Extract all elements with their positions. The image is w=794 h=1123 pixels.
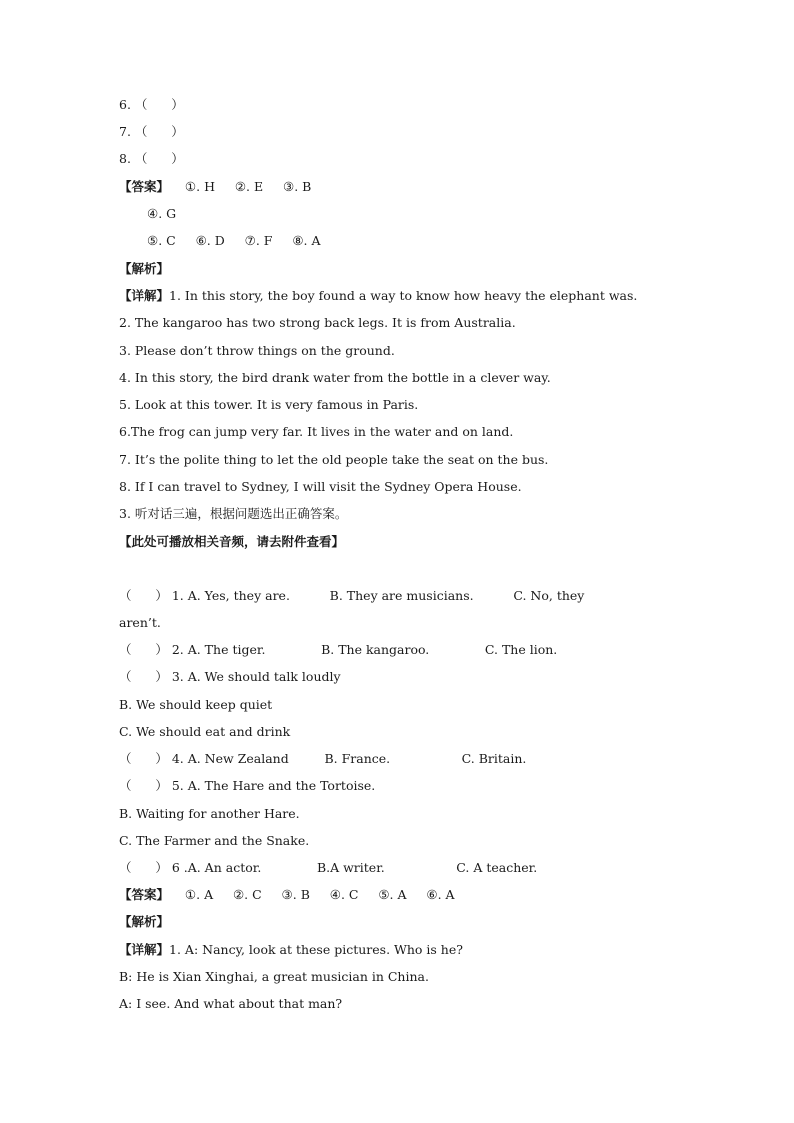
question-line: （ ） 4. A. New Zealand B. France. C. Britain.	[119, 751, 527, 766]
analysis-label: 【解析】	[119, 261, 170, 276]
dialogue-line-2: B: He is Xian Xinghai, a great musician in China.	[119, 969, 429, 984]
question-line: （ ） 5. A. The Hare and the Tortoise.	[119, 778, 376, 793]
detail-label: 【详解】	[119, 942, 170, 957]
analysis-line-6: 6.The frog can jump very far. It lives in the water and on land.	[119, 424, 514, 439]
question-line: （ ） 6 .A. An actor. B.A writer. C. A teacher.	[119, 860, 538, 875]
answer-values-section3: ①. A ②. C ③. B ④. C ⑤. A ⑥. A	[184, 887, 455, 902]
blank-item-7: 7. （ ）	[119, 124, 184, 139]
question-line: C. We should eat and drink	[119, 724, 291, 739]
question-line: B. Waiting for another Hare.	[119, 806, 300, 821]
dialogue-text-1: 1. A: Nancy, look at these pictures. Who is he?	[169, 942, 463, 957]
answer-label: 【答案】	[119, 179, 170, 194]
question-line: C. The Farmer and the Snake.	[119, 833, 310, 848]
question-line: （ ） 3. A. We should talk loudly	[119, 669, 341, 684]
question-line: （ ） 2. A. The tiger. B. The kangaroo. C. The lion.	[119, 642, 558, 657]
detail-label: 【详解】	[119, 288, 170, 303]
analysis-line-1	[119, 288, 637, 304]
analysis-line-7: 7. It’s the polite thing to let the old people take the seat on the bus.	[119, 452, 549, 467]
blank-item-8: 8. （ ）	[119, 151, 184, 166]
analysis-line-3: 3. Please don’t throw things on the ground.	[119, 343, 395, 358]
analysis-line-2: 2. The kangaroo has two strong back legs. It is from Australia.	[119, 315, 516, 330]
answer-row-2: ④. G	[147, 206, 177, 221]
analysis-line-4: 4. In this story, the bird drank water from the bottle in a clever way.	[119, 370, 551, 385]
answer-row-section3	[119, 887, 455, 903]
answer-label: 【答案】	[119, 887, 170, 902]
analysis-label: 【解析】	[119, 914, 170, 929]
question-line: B. We should keep quiet	[119, 697, 273, 712]
answer-values-1: ①. H ②. E ③. B	[184, 179, 312, 194]
answer-row-3: ⑤. C ⑥. D ⑦. F ⑧. A	[147, 233, 321, 248]
blank-item-6: 6. （ ）	[119, 97, 184, 112]
question-line: aren’t.	[119, 615, 161, 630]
question-line: （ ） 1. A. Yes, they are. B. They are musicians. C. No, they	[119, 588, 585, 603]
analysis-text-1: 1. In this story, the boy found a way to know how heavy the elephant was.	[169, 288, 638, 303]
dialogue-line-1	[119, 942, 463, 958]
section-title: 3. 听对话三遍，根据问题选出正确答案。	[119, 506, 348, 521]
answer-row-1	[119, 179, 311, 195]
audio-note: 【此处可播放相关音频，请去附件查看】	[119, 534, 345, 549]
analysis-line-5: 5. Look at this tower. It is very famous in Paris.	[119, 397, 419, 412]
analysis-line-8: 8. If I can travel to Sydney, I will visit the Sydney Opera House.	[119, 479, 522, 494]
dialogue-line-3: A: I see. And what about that man?	[119, 996, 343, 1011]
